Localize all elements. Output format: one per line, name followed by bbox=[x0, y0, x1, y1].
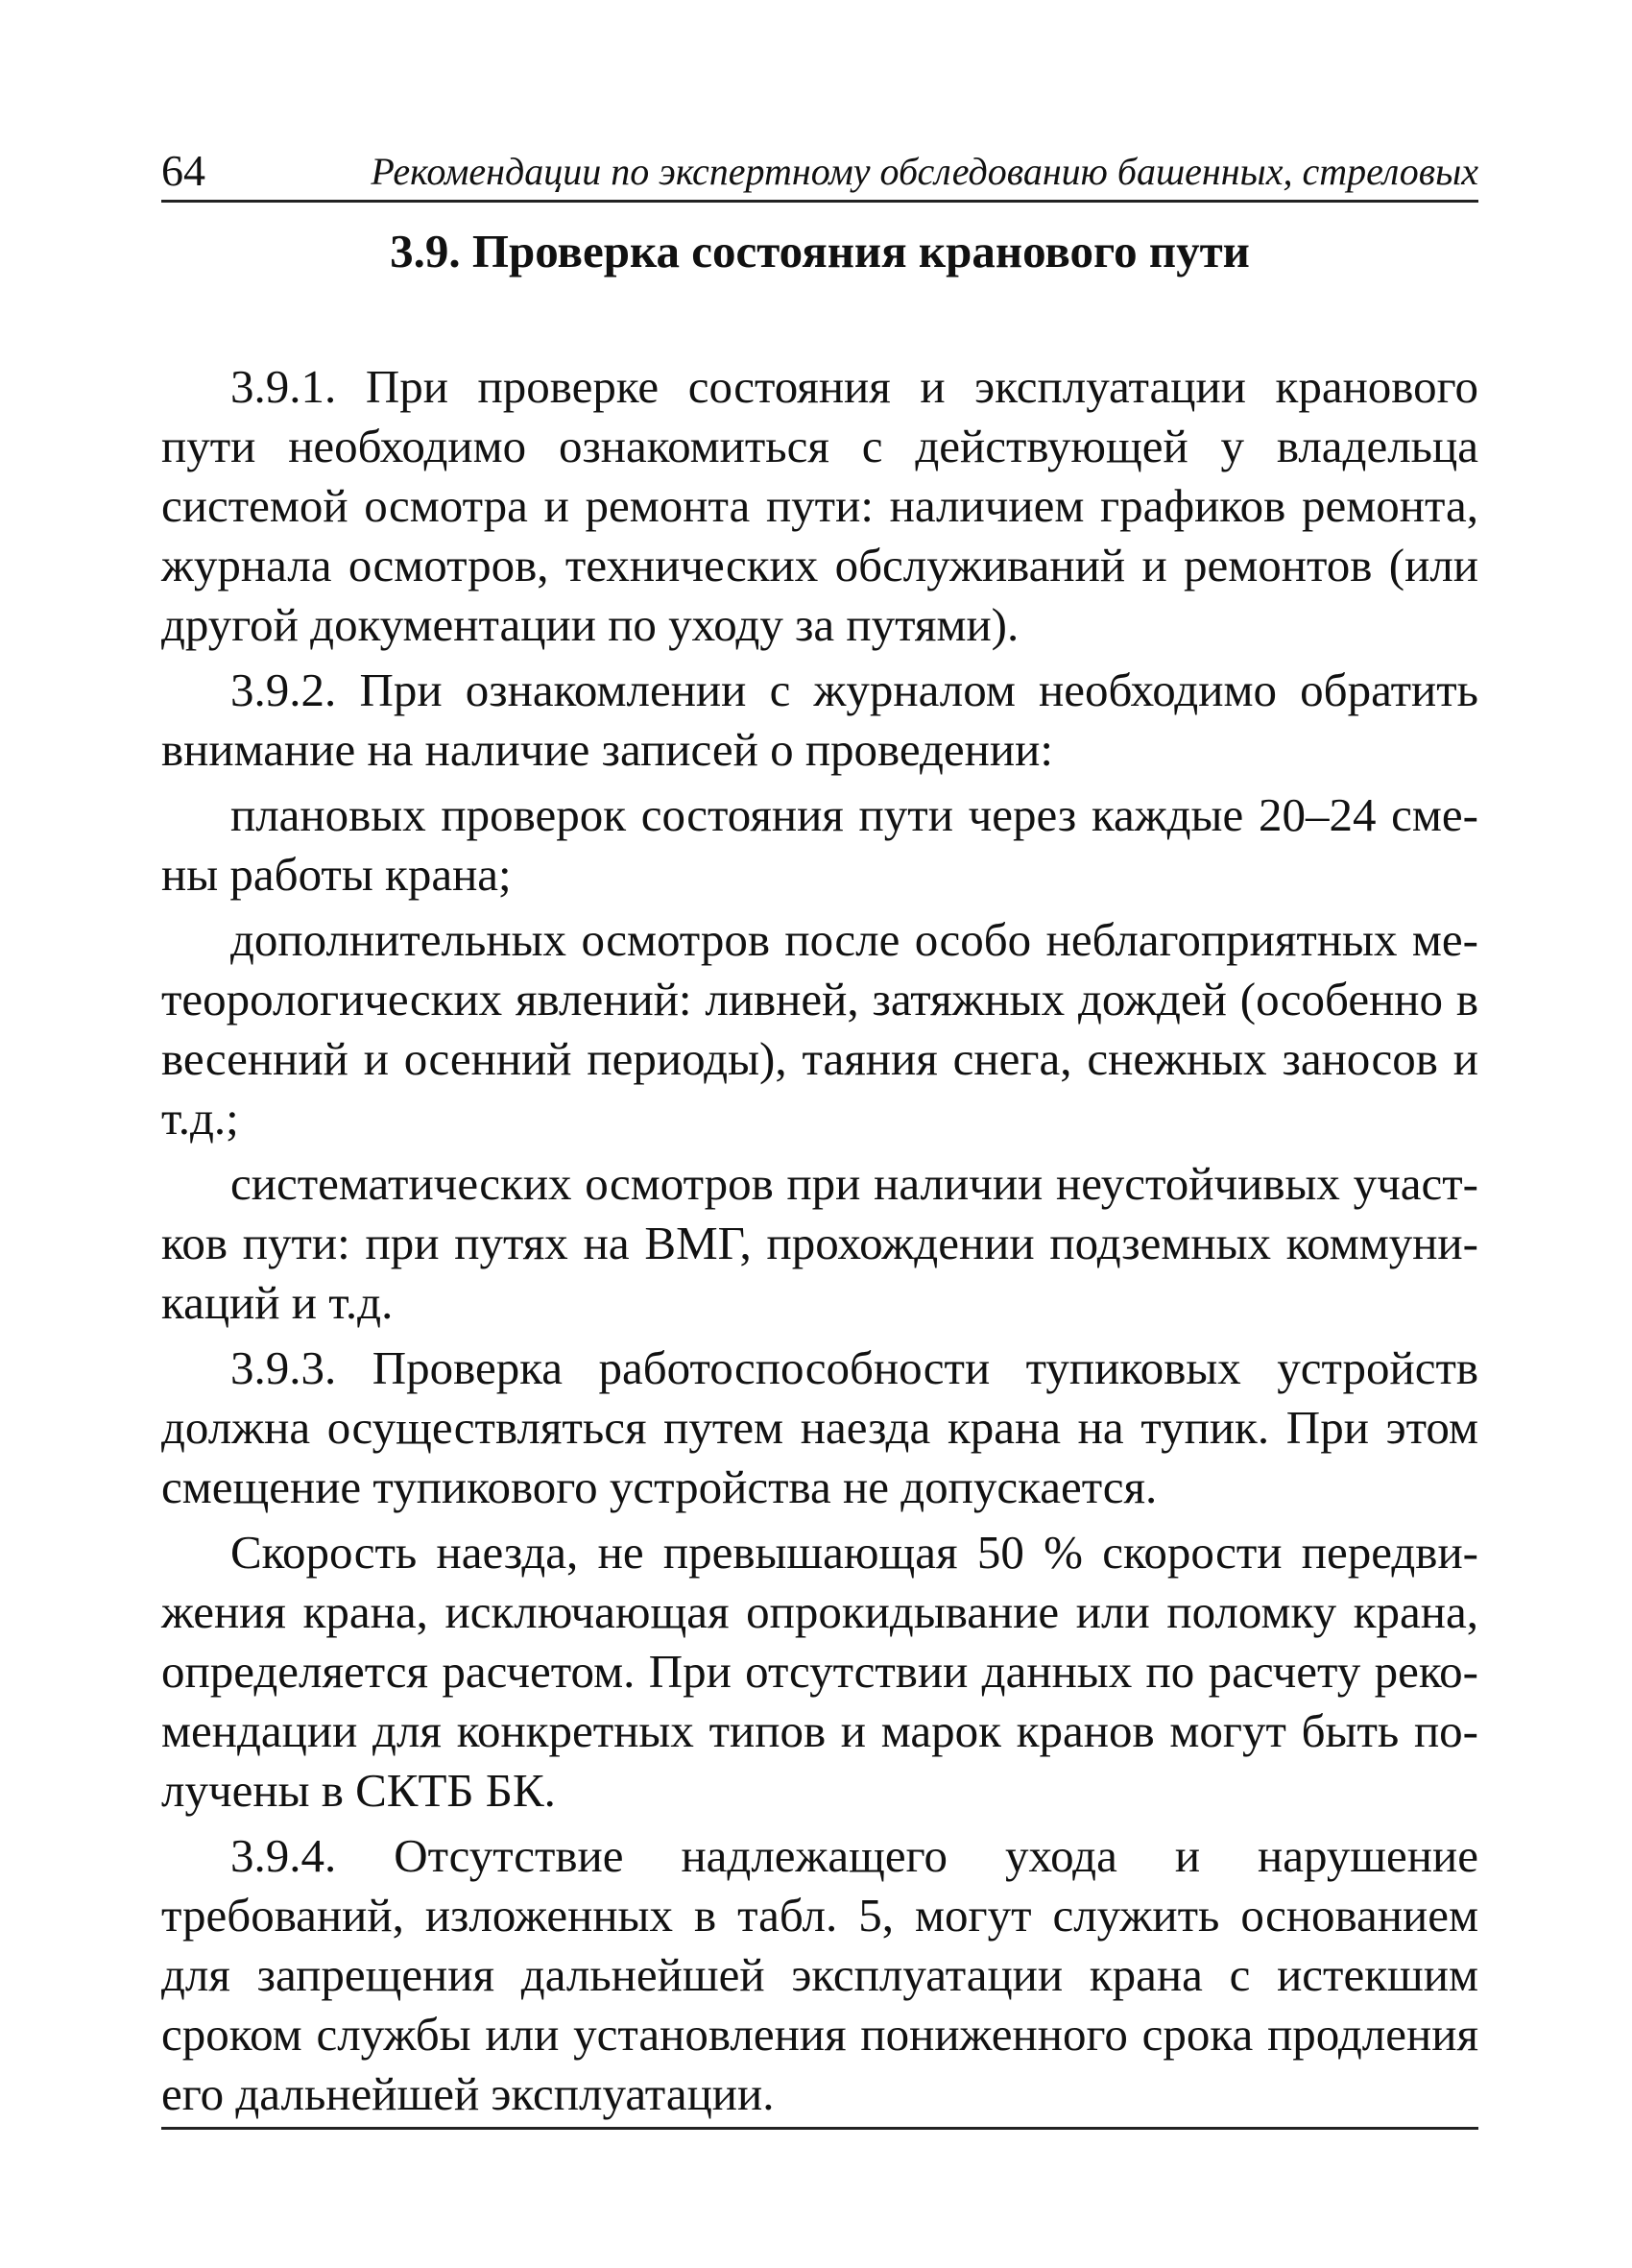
paragraph-3-9-3: 3.9.3. Проверка работоспособности тупиковых устройств должна осуществляться путем наезда крана на тупик. При этом смещение тупикового устройства не допускается. bbox=[161, 1341, 1478, 1513]
paragraph-3-9-4: 3.9.4. Отсутствие надлежащего ухода и нарушение требований, изложенных в табл. 5, могут служить основанием для запрещения дальнейшей эксплуатации крана с истекшим сроком службы или установления пониженного срока продления его дальнейшей эксплуатации. bbox=[161, 1829, 1478, 2120]
body-text bbox=[161, 357, 1478, 2130]
page-header bbox=[161, 142, 1478, 203]
paragraph-impact-speed: Скорость наезда, не превышающая 50 % скорости передвижения крана, исключающая опрокидывание или поломку крана, определяется расчетом. При отсутствии данных по расчету рекомендации для конкретных типов и марок кранов могут быть получены в СКТБ БК. bbox=[161, 1526, 1478, 1817]
list-item-additional-inspections: дополнительных осмотров после особо неблагоприятных метеорологических явлений: ливней, затяжных дождей (особенно в весенний и осенний периоды), таяния снега, снежных заносов и т.д.; bbox=[161, 913, 1478, 1145]
paragraph-3-9-1: 3.9.1. При проверке состояния и эксплуатации кранового пути необходимо ознакомиться с действующей у владельца системой осмотра и ремонта пути: наличием графиков ремонта, журнала осмотров, технических обслуживаний и ремонтов (или другой документации по уходу за путями). bbox=[161, 360, 1478, 651]
list-item-systematic-inspections: систематических осмотров при наличии неустойчивых участков пути: при путях на ВМГ, прохождении подземных коммуникаций и т.д. bbox=[161, 1157, 1478, 1329]
section-title: 3.9. Проверка состояния кранового пути bbox=[390, 225, 1250, 277]
list-item-planned-checks: плановых проверок состояния пути через каждые 20–24 смены работы крана; bbox=[161, 788, 1478, 901]
page-number: 64 bbox=[161, 146, 205, 195]
running-title: Рекомендации по экспертному обследованию башенных, стреловых bbox=[371, 150, 1478, 193]
paragraph-3-9-2: 3.9.2. При ознакомлении с журналом необходимо обратить внимание на наличие записей о проведении: bbox=[161, 664, 1478, 776]
footer-rule bbox=[161, 2127, 1478, 2130]
